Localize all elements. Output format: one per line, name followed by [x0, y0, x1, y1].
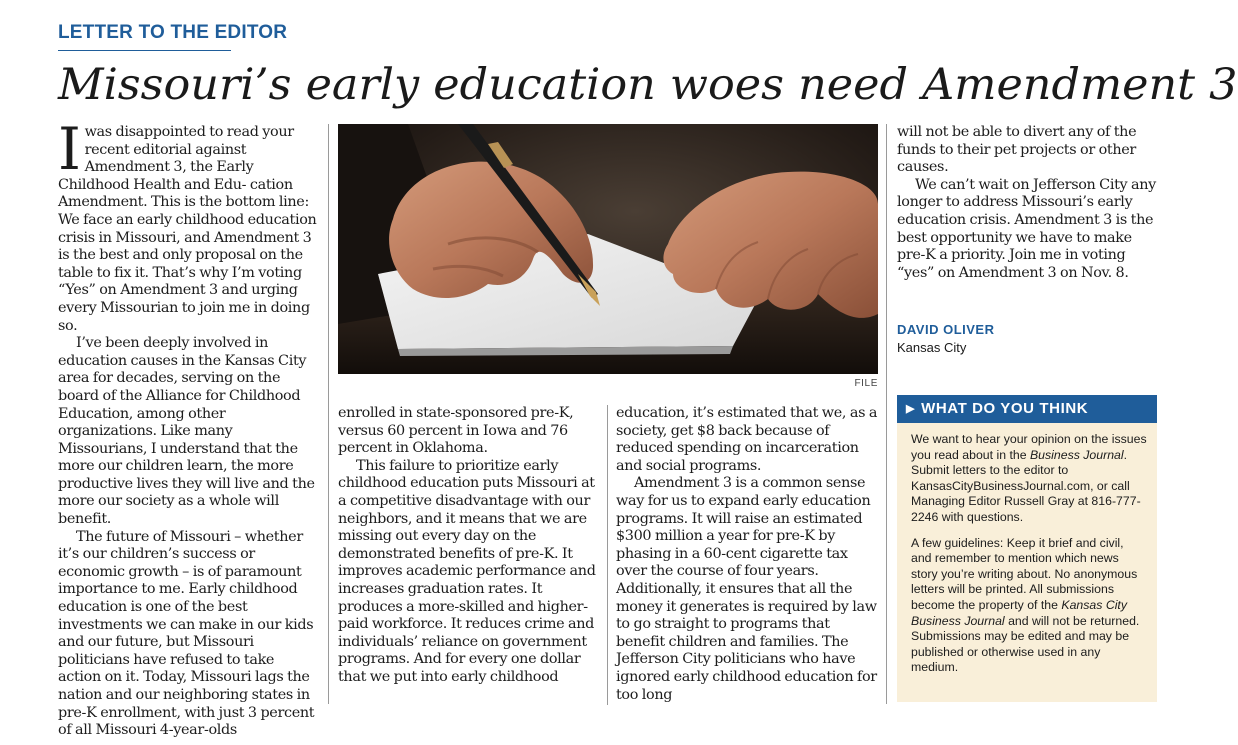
sidebar-paragraph-2 — [911, 536, 1147, 676]
p1-line2: editorial against Amendment 3, the — [84, 141, 247, 176]
sidebar-body — [897, 423, 1157, 702]
sidebar-title: WHAT DO YOU THINK — [921, 400, 1089, 417]
headline: Missouri’s early education woes need Amendment 3 — [58, 60, 1238, 110]
paragraph-5: This failure to prioritize early childhood education puts Missouri at a competitive disadvantage with our neighbors, and it means that we are missing out every day on the demonstrated benefits of pre-K. It improves academic performance and increases graduation rates. It produces a more-skilled and higher-paid workforce. It reduces crime and individuals’ reliance on government programs. And for every one dollar that we put into early childhood — [338, 457, 596, 685]
paragraph-3: The future of Missouri – whether it’s our children’s success or economic growth – is of paramount importance to me. Early childhood education is one of the best investments we can make in our kids and our future, but Missouri politicians have refused to take action on it. Today, Missouri lags the nation and our neighboring states in pre-K enrollment, with just 3 percent of all Missouri 4-year-olds — [58, 528, 315, 739]
article-photo — [338, 124, 878, 374]
publication-name: Kansas City Business Journal — [911, 597, 1128, 628]
paragraph-6: education, it’s estimated that we, as a society, get $8 back because of reduced spending on incarceration and social programs. — [616, 405, 878, 474]
author-location: Kansas City — [897, 340, 967, 355]
article-column-4 — [897, 124, 1159, 304]
article-column-3 — [616, 405, 878, 705]
kicker-underline — [58, 50, 231, 51]
paragraph-1 — [58, 115, 320, 335]
article-column-1 — [58, 115, 320, 739]
text: We want to hear your opinion on the issues you read about in the — [911, 432, 1147, 462]
text: A few guidelines: Keep it brief and civil, and remember to mention which news story you’re writing about. No anonymous letters will be printed. All submissions become the property of the — [911, 535, 1138, 612]
p1-line3: Early Childhood Health and Edu- — [58, 159, 254, 193]
paragraph-8: will not be able to divert any of the funds to their pet projects or other causes. — [897, 124, 1137, 176]
sidebar-header — [897, 395, 1157, 423]
triangle-right-icon: ▶ — [906, 403, 916, 415]
hand-writing-pen-photo — [338, 124, 878, 374]
paragraph-2: I’ve been deeply involved in education causes in the Kansas City area for decades, serving on the board of the Alliance for Childhood Education, among other organizations. Like many Missourians, I understand that the more our children learn, the more productive lives they will live and the more our society as a whole will benefit. — [58, 335, 315, 528]
p1-line1: was disappointed to read your recent — [84, 124, 294, 158]
sidebar-paragraph-1 — [911, 432, 1147, 526]
column-divider — [607, 405, 608, 705]
paragraph-4: enrolled in state-sponsored pre-K, versus 60 percent in Iowa and 76 percent in Oklahoma. — [338, 405, 574, 457]
drop-cap: I — [58, 115, 81, 183]
publication-name: Business Journal — [1029, 447, 1124, 462]
text: . Submit letters to the editor to KansasCityBusinessJournal.com, or call Managing Editor Russell Gray at 816-777-2246 with questions. — [911, 447, 1141, 524]
paragraph-9: We can’t wait on Jefferson City any longer to address Missouri’s early education crisis. Amendment 3 is the best opportunity we have to make pre-K a priority. Join me in voting “yes” on Amendment 3 on Nov. 8. — [897, 176, 1156, 281]
section-kicker: LETTER TO THE EDITOR — [58, 22, 288, 43]
p1-rest: cation Amendment. This is the bottom line: We face an early childhood education crisis in Missouri, and Amendment 3 is the best and only proposal on the table to fix it. That’s why I’m voting “Yes” on Amendment 3 and urging every Missourian to join me in doing so. — [58, 176, 317, 334]
paragraph-7: Amendment 3 is a common sense way for us to expand early education programs. It will raise an estimated $300 million a year for pre-K by phasing in a 60-cent cigarette tax over the course of four years. Additionally, it ensures that all the money it generates is required by law to go straight to programs that benefit children and families. The Jefferson City politicians who have ignored early childhood education for too long — [616, 475, 877, 703]
author-name: DAVID OLIVER — [897, 322, 995, 337]
text: and will not be returned. Submissions may be edited and may be published or otherwise used in any medium. — [911, 613, 1140, 675]
photo-credit: FILE — [854, 378, 878, 389]
column-divider — [886, 124, 887, 704]
article-column-2 — [338, 405, 600, 705]
column-divider — [328, 124, 329, 704]
